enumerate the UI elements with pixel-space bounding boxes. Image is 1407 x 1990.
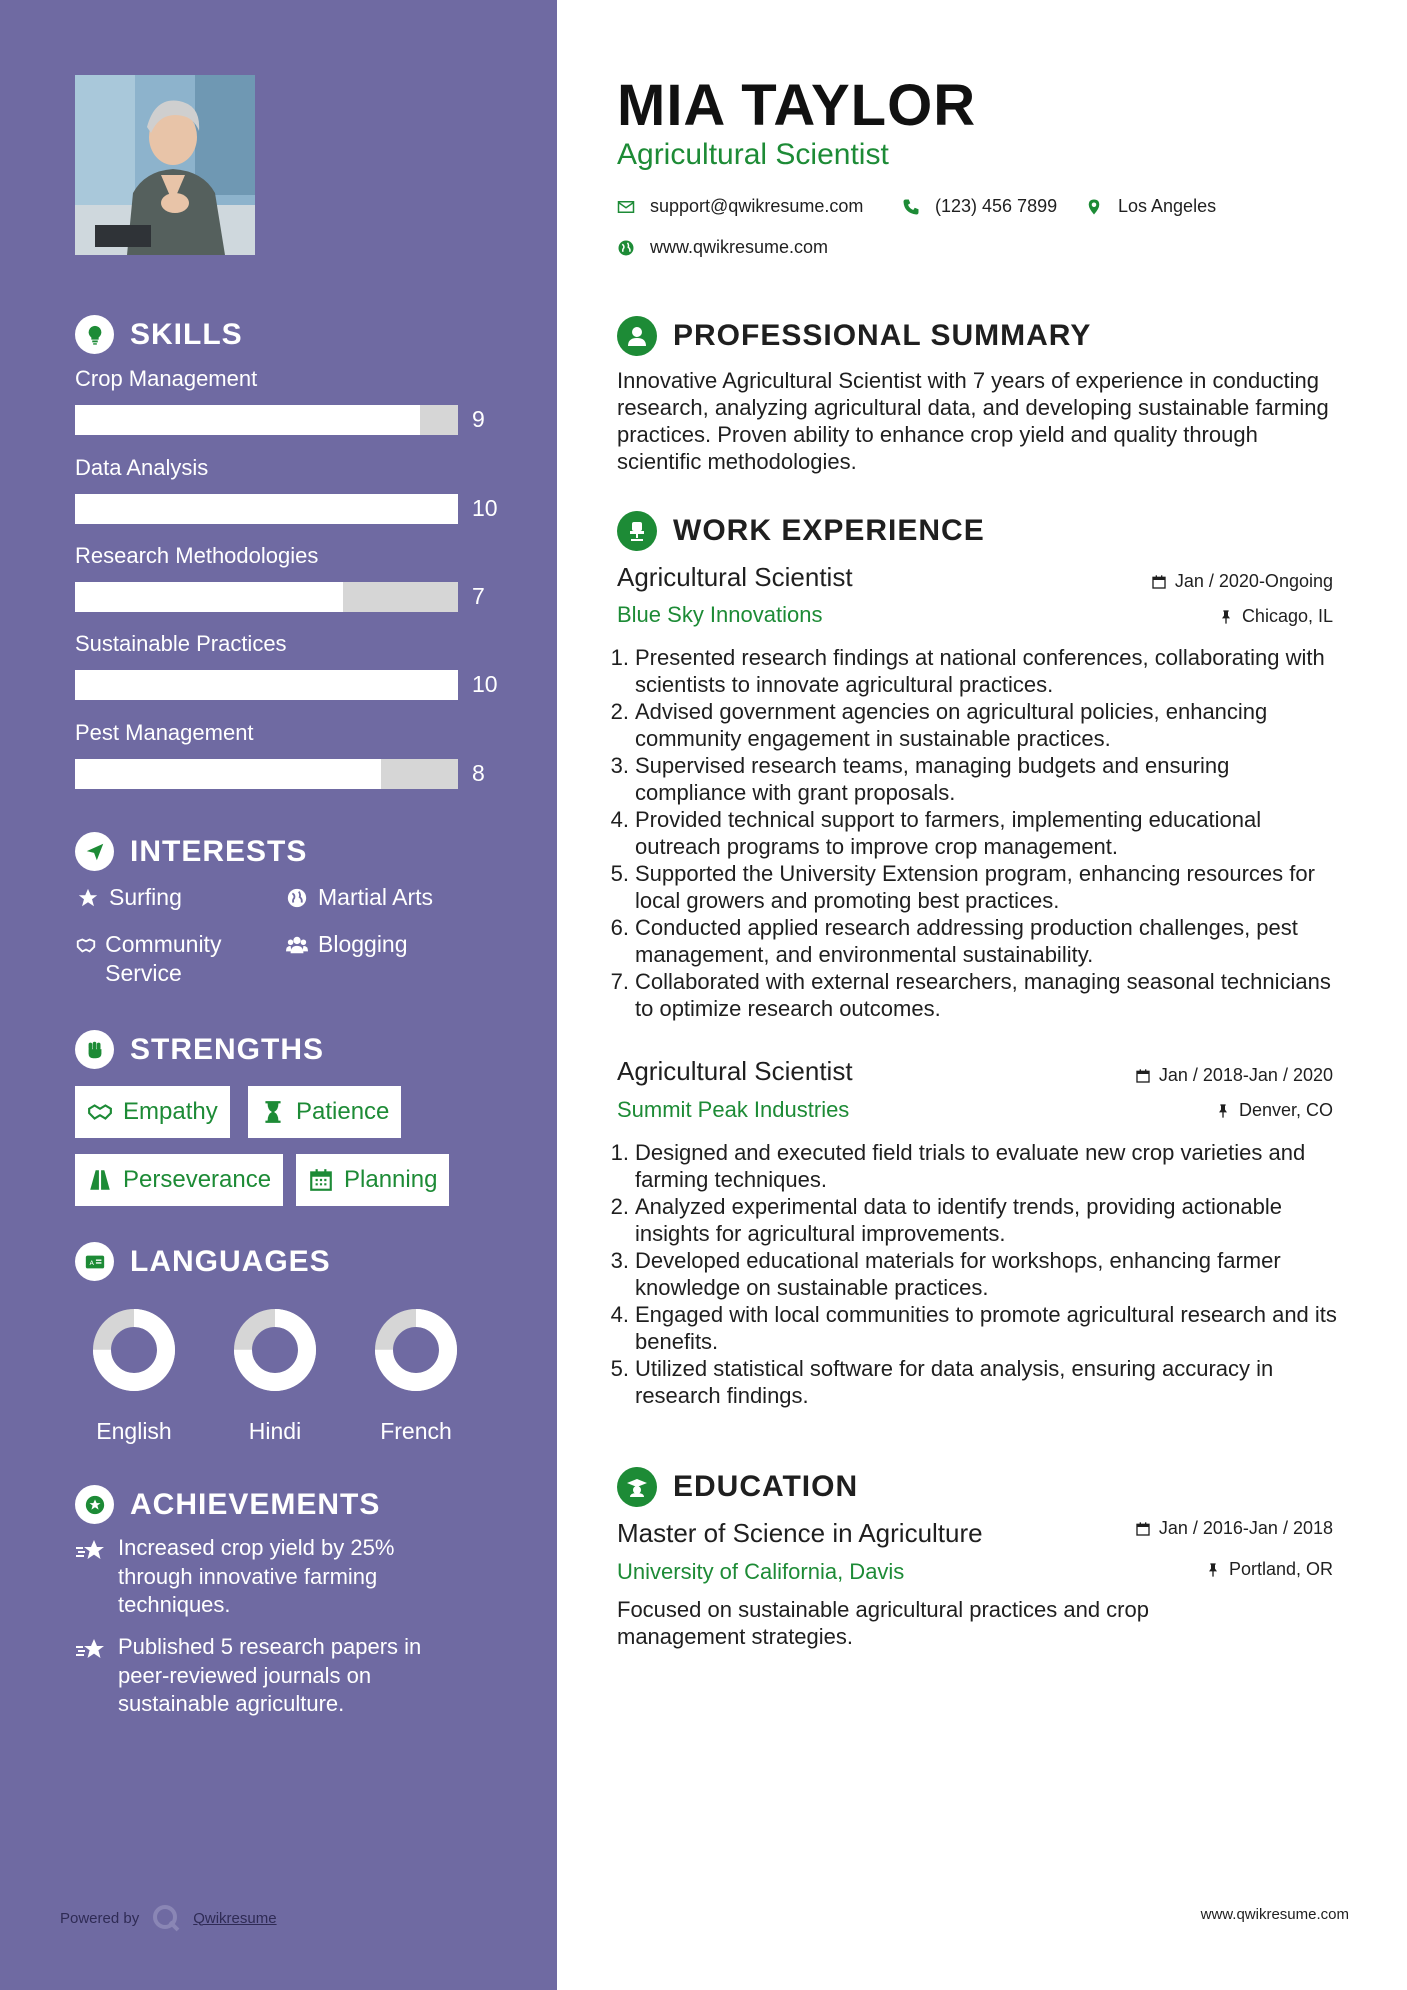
job-company: Summit Peak Industries	[617, 1097, 850, 1122]
skill-bar	[75, 582, 458, 612]
job-duties	[607, 1139, 1339, 1409]
job-dates-text: Jan / 2018-Jan / 2020	[1158, 1065, 1333, 1085]
skill-bar-fill	[75, 670, 458, 700]
language-name: English	[96, 1418, 172, 1444]
star-icon	[75, 883, 101, 909]
strength-tag	[75, 1154, 283, 1206]
qwikresume-logo-icon	[151, 1903, 181, 1933]
languages-title: LANGUAGES	[130, 1244, 331, 1278]
pushpin-icon	[1205, 1562, 1221, 1578]
list-item: 4. Engaged with local communities to promote agricultural research and its benefits.	[610, 1302, 1337, 1354]
education-title: EDUCATION	[673, 1470, 859, 1503]
powered-by	[60, 1903, 277, 1933]
job-location-text: Chicago, IL	[1241, 606, 1333, 626]
list-item: 1. Presented research findings at national conferences, collaborating with scientists to innovate agricultural practices.	[610, 645, 1325, 697]
language-item	[225, 1308, 325, 1445]
powered-by-label: Powered by	[60, 1909, 140, 1927]
list-item: 5. Utilized statistical software for data analysis, ensuring accuracy in research findings.	[610, 1356, 1274, 1408]
location-text: Los Angeles	[1118, 196, 1217, 216]
email-text[interactable]: support@qwikresume.com	[650, 196, 864, 216]
skill-bar	[75, 759, 458, 789]
list-item: 3. Developed educational materials for workshops, enhancing farmer knowledge on sustainable practices.	[610, 1248, 1281, 1300]
strength-label: Perseverance	[123, 1166, 272, 1193]
list-item: 6. Conducted applied research addressing production challenges, pest management, and environmental sustainability.	[610, 915, 1298, 967]
job-role: Agricultural Scientist	[617, 1056, 853, 1086]
strengths-heading	[75, 1030, 324, 1069]
job-duties	[607, 644, 1339, 1022]
summary-heading	[617, 316, 1091, 356]
qwikresume-link[interactable]: Qwikresume	[193, 1909, 277, 1927]
skills-title: SKILLS	[130, 317, 243, 351]
language-name: French	[380, 1418, 452, 1444]
fist-icon	[75, 1030, 114, 1069]
calendar-icon	[1135, 1068, 1151, 1084]
strength-label: Empathy	[123, 1098, 218, 1125]
language-item	[84, 1308, 184, 1445]
job-location	[1215, 1100, 1333, 1121]
handshake-icon	[87, 1099, 113, 1125]
calendar-icon	[1135, 1521, 1151, 1537]
language-ring	[374, 1308, 458, 1392]
footer-website[interactable]: www.qwikresume.com	[1200, 1906, 1349, 1923]
envelope-icon	[617, 198, 635, 216]
education-location-text: Portland, OR	[1228, 1559, 1333, 1579]
profile-photo	[75, 75, 255, 255]
skill-score: 10	[472, 671, 498, 697]
website-text[interactable]: www.qwikresume.com	[650, 237, 829, 257]
list-item: 2. Advised government agencies on agricultural policies, enhancing community engagement in sustainable practices.	[610, 699, 1268, 751]
achievement-text: Published 5 research papers in peer-reviewed journals on sustainable agriculture.	[118, 1634, 422, 1716]
skill-score: 8	[472, 760, 485, 786]
users-icon	[284, 930, 310, 956]
interest-label: Blogging	[318, 931, 408, 957]
list-item: 2. Analyzed experimental data to identify trends, providing actionable insights for agricultural improvements.	[610, 1194, 1282, 1246]
graduate-icon	[617, 1467, 657, 1507]
interest-item	[75, 930, 275, 988]
interest-item	[284, 930, 408, 959]
shooting-star-icon	[75, 1633, 107, 1719]
interest-item	[75, 883, 182, 912]
map-marker-icon	[1085, 198, 1103, 216]
lightbulb-icon	[75, 315, 114, 354]
phone-text[interactable]: (123) 456 7899	[935, 196, 1058, 216]
contact-phone	[902, 196, 1057, 217]
summary-text: Innovative Agricultural Scientist with 7 years of experience in conducting research, analyzing agricultural data, and developing sustainable farming practices. Proven ability to enhance crop yield and quality through scientific methodologies.	[617, 368, 1329, 474]
sidebar	[0, 0, 557, 1990]
achievements-title: ACHIEVEMENTS	[130, 1487, 381, 1521]
contact-website	[617, 237, 828, 258]
education-dates-text: Jan / 2016-Jan / 2018	[1158, 1518, 1333, 1538]
achievements-heading	[75, 1485, 380, 1524]
phone-icon	[902, 198, 920, 216]
language-ring	[233, 1308, 317, 1392]
skill-name: Data Analysis	[75, 455, 209, 480]
job-dates	[1151, 571, 1333, 592]
job-dates	[1135, 1065, 1333, 1086]
interest-label: Martial Arts	[318, 884, 434, 910]
candidate-title: Agricultural Scientist	[617, 138, 889, 171]
languages-heading	[75, 1242, 331, 1281]
experience-title: WORK EXPERIENCE	[673, 514, 985, 547]
shooting-star-icon	[75, 1534, 107, 1620]
calendar-icon	[308, 1167, 334, 1193]
star-badge-icon	[75, 1485, 114, 1524]
interests-title: INTERESTS	[130, 834, 308, 868]
calendar-icon	[1151, 574, 1167, 590]
handshake-icon	[75, 930, 97, 956]
list-item: 1. Designed and executed field trials to evaluate new crop varieties and farming techniques.	[610, 1140, 1306, 1192]
office-chair-icon	[617, 511, 657, 551]
svg-text:A: A	[89, 1258, 94, 1267]
strength-tag	[75, 1086, 230, 1138]
pushpin-icon	[1218, 609, 1234, 625]
skill-bar-fill	[75, 759, 381, 789]
globe-icon	[284, 883, 310, 909]
pushpin-icon	[1215, 1103, 1231, 1119]
profile-photo-image	[75, 75, 255, 255]
language-name: Hindi	[248, 1418, 302, 1444]
road-icon	[87, 1167, 113, 1193]
list-item: 4. Provided technical support to farmers, implementing educational outreach programs to improve crop management.	[610, 807, 1262, 859]
strengths-title: STRENGTHS	[130, 1032, 325, 1066]
job-dates-text: Jan / 2020-Ongoing	[1174, 571, 1333, 591]
skill-bar-fill	[75, 405, 420, 435]
language-ring	[92, 1308, 176, 1392]
list-item: 5. Supported the University Extension program, enhancing resources for local growers and promoting best practices.	[610, 861, 1315, 913]
language-item	[366, 1308, 466, 1445]
globe-icon	[617, 239, 635, 257]
skill-name: Crop Management	[75, 366, 258, 391]
interest-label: Community Service	[105, 931, 222, 986]
achievement-item	[75, 1633, 475, 1719]
interests-heading	[75, 832, 307, 871]
skills-heading	[75, 315, 243, 354]
achievement-item	[75, 1534, 475, 1620]
hourglass-icon	[260, 1099, 286, 1125]
education-dates	[1135, 1518, 1333, 1539]
interest-label: Surfing	[109, 884, 182, 910]
skill-score: 9	[472, 406, 485, 432]
education-description: Focused on sustainable agricultural practices and crop management strategies.	[617, 1597, 1149, 1649]
skill-bar-fill	[75, 494, 458, 524]
experience-heading	[617, 511, 985, 551]
education-heading	[617, 1467, 858, 1507]
summary-title: PROFESSIONAL SUMMARY	[673, 319, 1092, 352]
degree-title: Master of Science in Agriculture	[617, 1518, 983, 1548]
strength-tag	[296, 1154, 449, 1206]
list-item: 3. Supervised research teams, managing budgets and ensuring compliance with grant proposals.	[610, 753, 1230, 805]
contact-email	[617, 196, 863, 217]
interest-item	[284, 883, 433, 912]
skill-bar	[75, 670, 458, 700]
job-location-text: Denver, CO	[1238, 1100, 1333, 1120]
achievement-text: Increased crop yield by 25% through innovative farming techniques.	[118, 1535, 395, 1617]
school-name: University of California, Davis	[617, 1559, 905, 1584]
education-location	[1205, 1559, 1333, 1580]
skill-name: Research Methodologies	[75, 543, 319, 568]
skill-bar	[75, 405, 458, 435]
user-icon	[617, 316, 657, 356]
strength-tag	[248, 1086, 401, 1138]
candidate-name: MIA TAYLOR	[617, 73, 977, 138]
language-card-icon	[75, 1242, 114, 1281]
skill-name: Pest Management	[75, 720, 254, 745]
skill-score: 7	[472, 583, 485, 609]
list-item: 7. Collaborated with external researchers, managing seasonal technicians to optimize research outcomes.	[610, 969, 1331, 1021]
paper-plane-icon	[75, 832, 114, 871]
skill-name: Sustainable Practices	[75, 631, 287, 656]
job-role: Agricultural Scientist	[617, 562, 853, 592]
skill-bar-fill	[75, 582, 343, 612]
contact-location	[1085, 196, 1216, 217]
strength-label: Patience	[296, 1098, 390, 1125]
job-location	[1218, 606, 1333, 627]
job-company: Blue Sky Innovations	[617, 602, 823, 627]
strength-label: Planning	[344, 1166, 438, 1193]
skill-score: 10	[472, 495, 498, 521]
skill-bar	[75, 494, 458, 524]
